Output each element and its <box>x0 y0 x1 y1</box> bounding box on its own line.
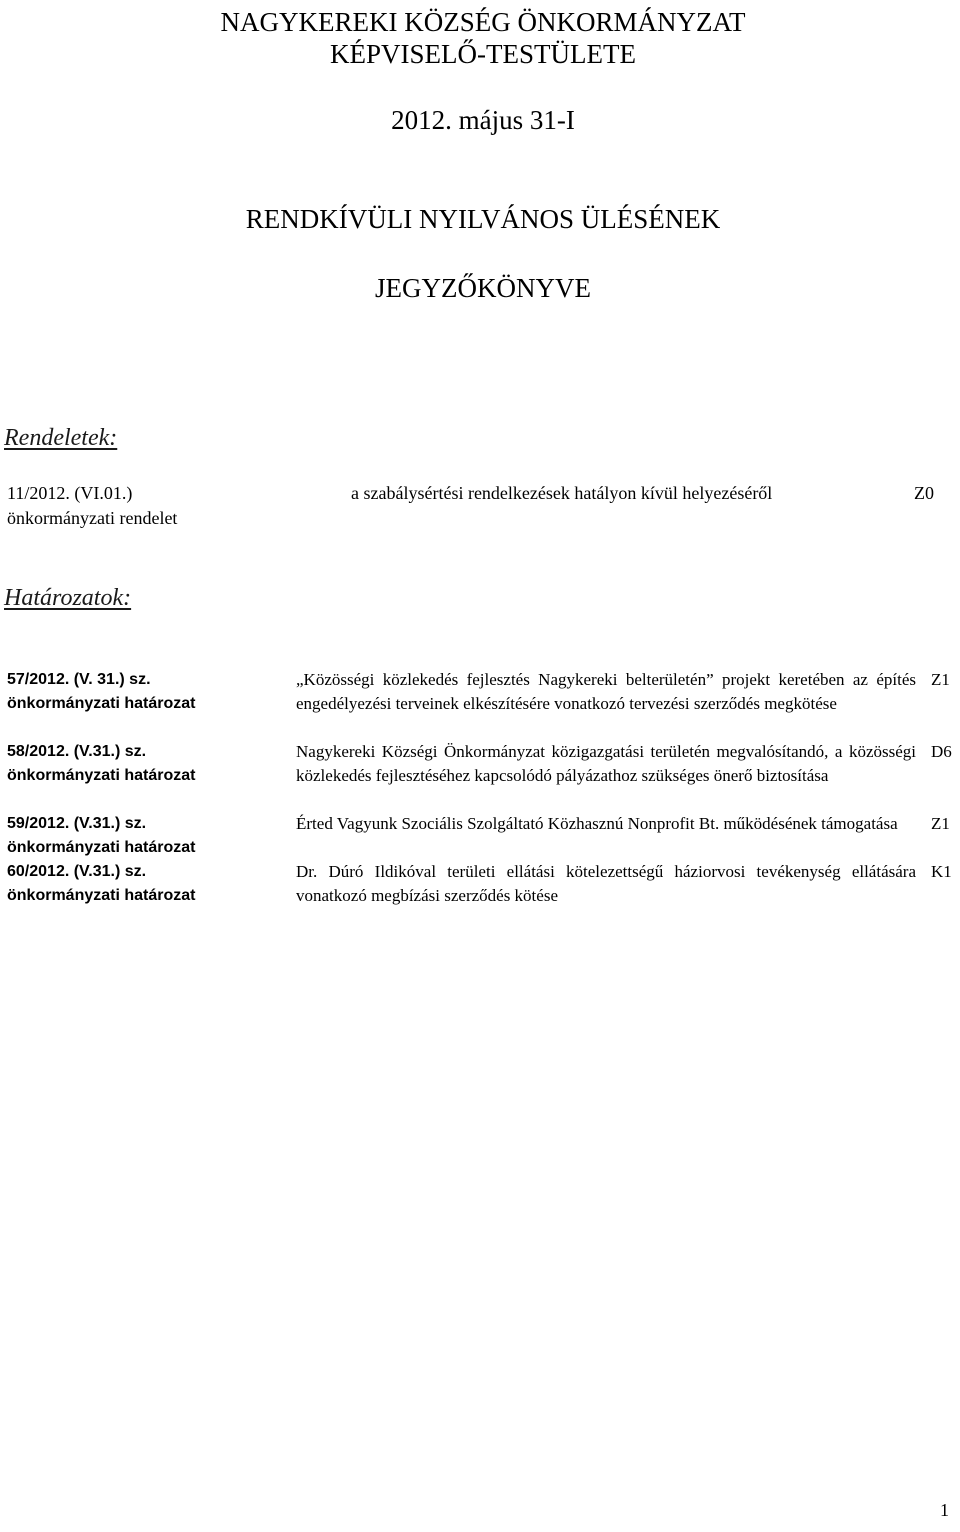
hatarozat-number-line1: 58/2012. (V.31.) sz. <box>7 743 147 760</box>
hatarozat-number-line2: önkormányzati határozat <box>7 839 196 856</box>
hatarozat-number <box>7 860 267 908</box>
rendelet-number-line1: 11/2012. (VI.01.) <box>7 483 133 503</box>
hatarozat-number <box>7 740 267 788</box>
hatarozat-code: Z1 <box>931 814 950 833</box>
rendelet-number-line2: önkormányzati rendelet <box>7 508 178 528</box>
hatarozat-number <box>7 668 267 716</box>
hatarozatok-heading: Határozatok: <box>4 585 132 611</box>
hatarozat-title: Dr. Dúró Ildikóval területi ellátási kötelezettségű háziorvosi tevékenység ellátására vonatkozó megbízási szerződés kötése <box>296 862 916 905</box>
hatarozat-number <box>7 812 267 860</box>
hatarozat-number-line2: önkormányzati határozat <box>7 695 196 712</box>
hatarozat-number-line1: 60/2012. (V.31.) sz. <box>7 863 147 880</box>
hatarozat-title: Nagykereki Községi Önkormányzat közigazgatási területén megvalósítandó, a közösségi közlekedés fejlesztéséhez kapcsolódó pályázathoz szükséges önerő biztosítása <box>296 742 916 785</box>
hatarozat-code: K1 <box>931 862 952 881</box>
hatarozat-number-line1: 59/2012. (V.31.) sz. <box>7 815 147 832</box>
meeting-date: 2012. május 31-I <box>391 105 575 135</box>
rendelet-number <box>7 481 177 531</box>
hatarozat-code: D6 <box>931 742 952 761</box>
hatarozat-number-line1: 57/2012. (V. 31.) sz. <box>7 671 151 688</box>
council-name: NAGYKEREKI KÖZSÉG ÖNKORMÁNYZAT <box>220 7 746 37</box>
council-body: KÉPVISELŐ-TESTÜLETE <box>330 39 636 69</box>
hatarozat-title: „Közösségi közlekedés fejlesztés Nagykereki belterületén” projekt keretében az építés engedélyezési terveinek elkészítésére vonatkozó tervezési szerződés megkötése <box>296 670 916 713</box>
rendelet-title: a szabálysértési rendelkezések hatályon kívül helyezéséről <box>351 483 773 503</box>
rendelet-code: Z0 <box>914 483 934 503</box>
document-type: JEGYZŐKÖNYVE <box>375 273 591 303</box>
hatarozat-number-line2: önkormányzati határozat <box>7 767 196 784</box>
hatarozat-title: Érted Vagyunk Szociális Szolgáltató Közhasznú Nonprofit Bt. működésének támogatása <box>296 814 898 833</box>
rendeletek-heading: Rendeletek: <box>4 425 118 451</box>
page-number: 1 <box>940 1500 949 1520</box>
hatarozat-code: Z1 <box>931 670 950 689</box>
meeting-type: RENDKÍVÜLI NYILVÁNOS ÜLÉSÉNEK <box>245 204 721 234</box>
hatarozat-number-line2: önkormányzati határozat <box>7 887 196 904</box>
